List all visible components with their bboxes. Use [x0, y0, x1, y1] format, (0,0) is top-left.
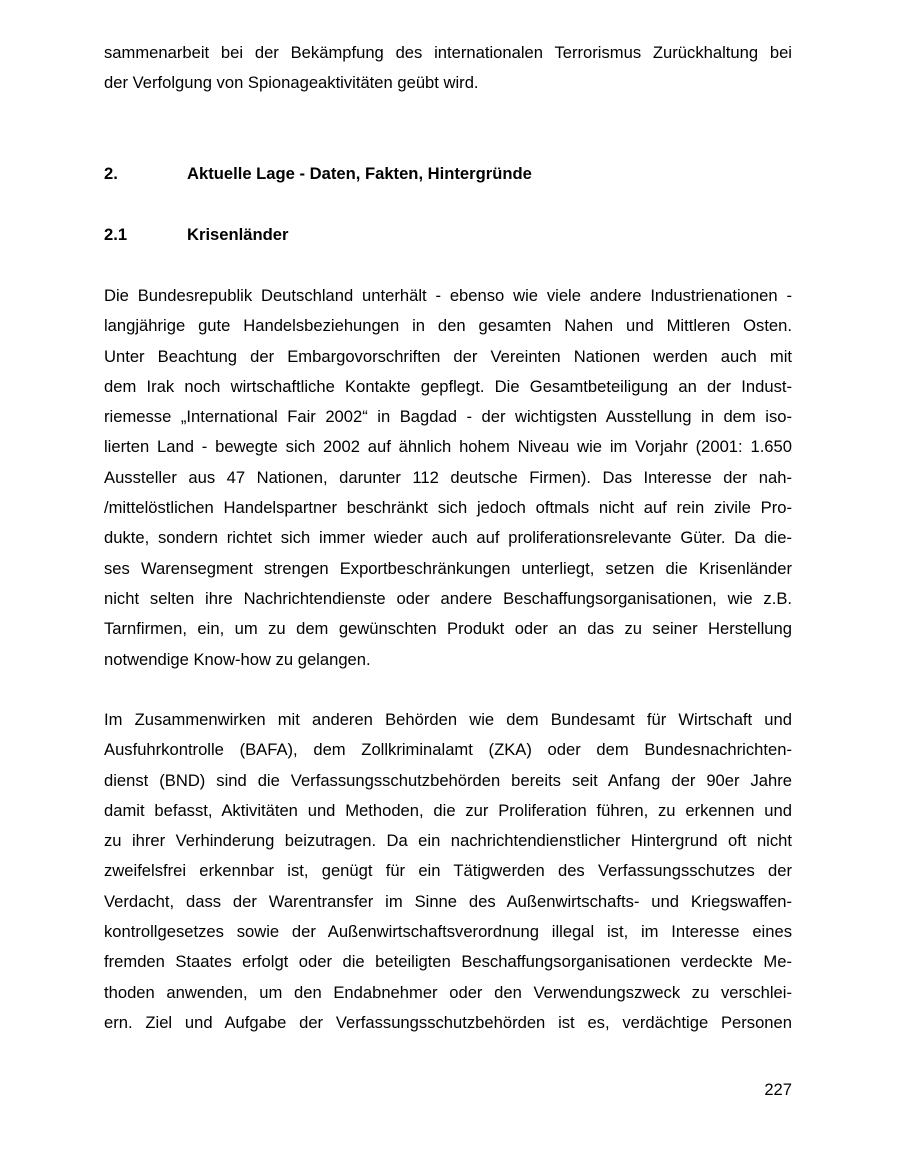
text-line: zu ihrer Verhinderung beizutragen. Da ein nachrichtendienstlicher Hintergrund oft nicht [104, 831, 792, 851]
text-line: lierten Land - bewegte sich 2002 auf ähnlich hohem Niveau wie im Vorjahr (2001: 1.650 [104, 437, 792, 457]
section-number: 2.1 [104, 225, 128, 244]
section-number: 2. [104, 164, 118, 183]
text-line: /mittelöstlichen Handelspartner beschränkt sich jedoch oftmals nicht auf rein zivile Pro- [104, 498, 792, 518]
text-line: zweifelsfrei erkennbar ist, genügt für ein Tätigwerden des Verfassungsschutzes der [104, 861, 792, 881]
text-line: der Verfolgung von Spionageaktivitäten geübt wird. [104, 73, 479, 93]
text-line: Verdacht, dass der Warentransfer im Sinne des Außenwirtschafts- und Kriegswaffen- [104, 891, 792, 911]
text-line: dukte, sondern richtet sich immer wieder auch auf proliferationsrelevante Güter. Da die- [104, 528, 792, 548]
text-line: Ausfuhrkontrolle (BAFA), dem Zollkriminalamt (ZKA) oder dem Bundesnachrichten- [104, 740, 792, 760]
section-title: Krisenländer [187, 225, 289, 244]
text-line: dem Irak noch wirtschaftliche Kontakte gepflegt. Die Gesamtbeteiligung an der Indust- [104, 376, 792, 396]
section-title: Aktuelle Lage - Daten, Fakten, Hintergründe [187, 164, 532, 183]
text-line: Im Zusammenwirken mit anderen Behörden wie dem Bundesamt für Wirtschaft und [104, 710, 792, 729]
text-line: notwendige Know-how zu gelangen. [104, 649, 371, 669]
text-line: dienst (BND) sind die Verfassungsschutzbehörden bereits seit Anfang der 90er Jahre [104, 770, 792, 790]
text-line: kontrollgesetzes sowie der Außenwirtschaftsverordnung illegal ist, im Interesse eines [104, 922, 792, 942]
text-line: ses Warensegment strengen Exportbeschränkungen unterliegt, setzen die Krisenländer [104, 558, 792, 578]
text-line: Die Bundesrepublik Deutschland unterhält - ebenso wie viele andere Industrienationen - [104, 286, 792, 305]
text-line: nicht selten ihre Nachrichtendienste oder andere Beschaffungsorganisationen, wie z.B. [104, 588, 792, 608]
text-line: sammenarbeit bei der Bekämpfung des internationalen Terrorismus Zurückhaltung bei [104, 43, 792, 62]
text-line: damit befasst, Aktivitäten und Methoden, die zur Proliferation führen, zu erkennen und [104, 800, 792, 820]
text-line: Unter Beachtung der Embargovorschriften der Vereinten Nationen werden auch mit [104, 346, 792, 366]
text-line: langjährige gute Handelsbeziehungen in den gesamten Nahen und Mittleren Osten. [104, 316, 792, 336]
text-line: fremden Staates erfolgt oder die beteiligten Beschaffungsorganisationen verdeckte Me- [104, 952, 792, 972]
body-paragraph-1 [104, 281, 792, 675]
text-line: Aussteller aus 47 Nationen, darunter 112 deutsche Firmen). Das Interesse der nah- [104, 467, 792, 487]
text-line: ern. Ziel und Aufgabe der Verfassungsschutzbehörden ist es, verdächtige Personen [104, 1012, 792, 1032]
text-line: Tarnfirmen, ein, um zu dem gewünschten Produkt oder an das zu seiner Herstellung [104, 619, 792, 639]
text-line: riemesse „International Fair 2002“ in Bagdad - der wichtigsten Ausstellung in dem iso- [104, 407, 792, 427]
text-line: thoden anwenden, um den Endabnehmer oder den Verwendungszweck zu verschlei- [104, 982, 792, 1002]
body-paragraph-2 [104, 705, 792, 1038]
page-number: 227 [764, 1080, 792, 1099]
intro-paragraph [104, 38, 792, 99]
